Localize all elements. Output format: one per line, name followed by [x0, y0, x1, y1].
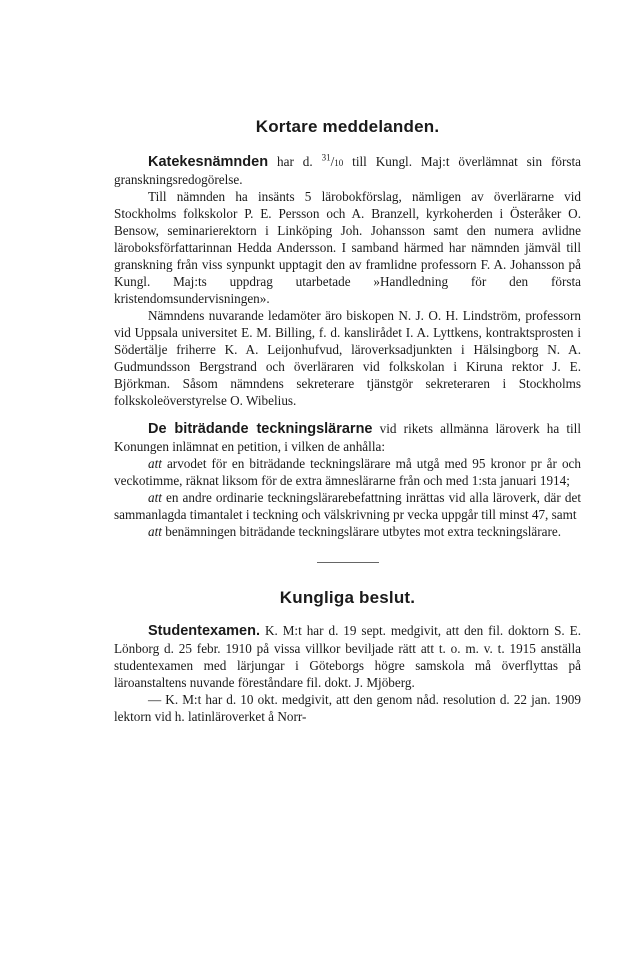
paragraph-text: K. M:t har d. 19 sept. medgivit, att den fil. doktorn S. E. Lönborg d. 25 febr. 1910 på vissa villkor beviljade rätt att t. o. m. v. t. 1915 anställa studentexamen med lärjungar i Göteborgs högre samskola må överflyttas på läroanstaltens nuvande föreståndare fil. dokt. J. Mjöberg.: [114, 623, 581, 690]
section-title-kungliga-beslut: Kungliga beslut.: [279, 588, 416, 607]
att-keyword: att: [148, 524, 162, 539]
section-divider: [317, 562, 379, 563]
date-fraction-separator: /: [330, 154, 335, 169]
att-keyword: att: [148, 490, 162, 505]
lead-katekesnamnden: Katekesnämnden: [148, 154, 269, 170]
petition-item-text: arvodet för en biträdande teckningslärare må utgå med 95 kronor pr år och veckotimme, räknat liksom för de extra ämneslärarne från och med 1:sta januari 1914;: [114, 456, 581, 488]
paragraph-larobokforslag: Till nämnden ha insänts 5 lärobokförslag, nämligen av överlärarne vid Stockholms folkskolor P. E. Persson och A. Branzell, kyrkoherden i Österåker O. Bensow, seminarierektorn i Linköping Joh. Johansson samt den numera avlidne läroboksförfattarinnan Hedda Andersson. I samband härmed har nämnden jämväl till granskning från viss synpunkt upptagit den av framlidne professorn F. A. Johansson på Kungl. Maj:ts uppdrag utarbetade »Handledning för den första kristendomsundervisningen».: [114, 189, 581, 306]
document-page: [114, 118, 581, 725]
petition-item: [114, 489, 581, 523]
petition-item: [114, 523, 581, 540]
petition-item: [114, 455, 581, 489]
date-fraction-numerator: 31: [321, 152, 331, 163]
section-title-kortare-meddelanden: Kortare meddelanden.: [255, 117, 440, 136]
paragraph-resolution: — K. M:t har d. 10 okt. medgivit, att den genom nåd. resolution d. 22 jan. 1909 lektorn vid h. latinläroverket å Norr-: [114, 692, 581, 724]
paragraph-text: vid rikets allmänna läroverk ha till Konungen inlämnat en petition, i vilken de anhålla:: [114, 421, 581, 454]
paragraph-studentexamen: [114, 622, 581, 691]
paragraph-katekesnamnden: [114, 153, 581, 188]
lead-teckningslarare: De biträdande teckningslärarne: [148, 421, 373, 437]
paragraph-teckningslarare: [114, 420, 581, 455]
att-keyword: att: [148, 456, 162, 471]
paragraph-text: till Kungl. Maj:t överlämnat sin första granskningsredogörelse.: [114, 154, 581, 187]
date-fraction-denominator: 10: [334, 158, 344, 168]
paragraph-ledamoter: Nämndens nuvarande ledamöter äro biskopen N. J. O. H. Lindström, professorn vid Uppsala universitet E. M. Billing, f. d. kanslirådet I. A. Lyttkens, kontraktsprosten i Södertälje friherre K. A. Leijonhufvud, läroverksadjunkten i Hälsingborg N. A. Gudmundsson Bergstrand och överläraren vid folkskolan i Kiruna rektor J. E. Björkman. Såsom nämndens sekreterare tjänstgör sekreteraren i Stockholms folkskoleöverstyrelse O. Wibelius.: [114, 308, 581, 408]
petition-item-text: benämningen biträdande teckningslärare utbytes mot extra teckningslärare.: [161, 524, 562, 539]
lead-studentexamen: Studentexamen.: [148, 623, 260, 639]
paragraph-gap: [114, 409, 581, 420]
petition-item-text: en andre ordinarie teckningslärarebefattning inrättas vid alla läroverk, där det sammanlagda timantalet i teckning och välskrivning pr vecka uppgår till minst 47, samt: [114, 490, 581, 522]
paragraph-text: har d.: [268, 154, 322, 169]
